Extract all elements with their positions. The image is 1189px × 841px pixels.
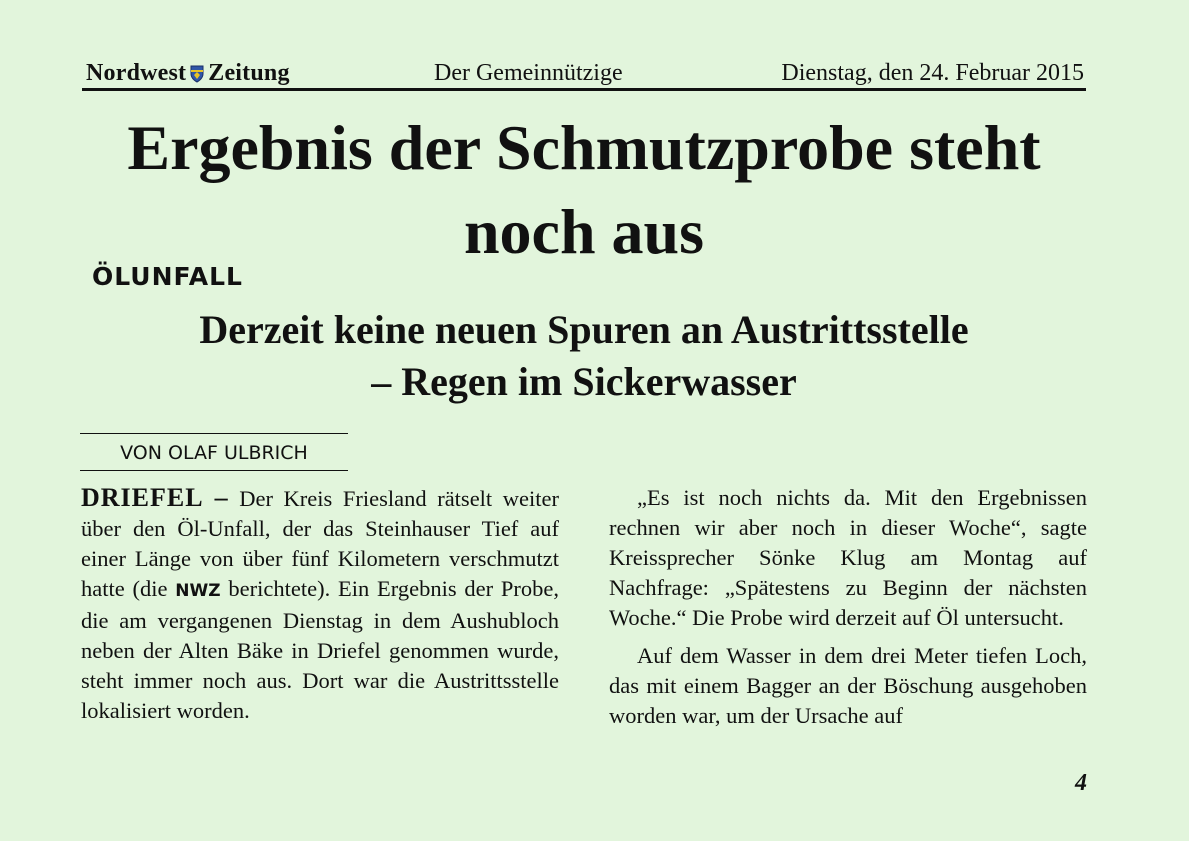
article-paragraph-3: Auf dem Wasser in dem drei Meter tiefen Loch, das mit einem Bagger an der Böschung ausgehoben worden war, um der Ursache auf	[609, 643, 1087, 728]
page-header	[82, 58, 1086, 91]
coat-of-arms-icon	[190, 65, 204, 83]
article-paragraph-2: „Es ist noch nichts da. Mit den Ergebnissen rechnen wir aber noch in dieser Woche“, sagte Kreissprecher Sönke Klug am Montag auf Nachfrage: „Spätestens zu Beginn der nächsten Woche.“ Die Probe wird derzeit auf Öl untersucht.	[609, 485, 1087, 630]
nwz-abbreviation: NWZ	[175, 581, 221, 601]
paper-name: Der Gemeinnützige	[434, 60, 623, 86]
dateline: DRIEFEL –	[81, 483, 229, 512]
subheadline	[82, 304, 1086, 408]
page-number: 4	[1075, 770, 1087, 796]
subheadline-line-2: – Regen im Sickerwasser	[371, 359, 797, 404]
headline-line-2: noch aus	[463, 196, 705, 267]
subheadline-line-1: Derzeit keine neuen Spuren an Austrittsstelle	[199, 307, 969, 352]
paragraph-1-text-a: Der Kreis Friesland rätselt weiter über den Öl-Unfall, der das Steinhauser Tief auf einer Länge von über fünf Kilometern verschmutzt hatte (die	[81, 486, 559, 601]
headline-line-1: Ergebnis der Schmutzprobe steht	[127, 112, 1041, 183]
masthead-logo	[86, 60, 290, 87]
headline	[82, 106, 1086, 274]
issue-date: Dienstag, den 24. Februar 2015	[781, 60, 1084, 86]
masthead-left: Nordwest	[86, 60, 187, 86]
byline: VON OLAF ULBRICH	[120, 442, 308, 464]
article-column-left	[81, 483, 559, 726]
masthead-right: Zeitung	[208, 60, 290, 86]
byline-box	[80, 433, 348, 471]
article-paragraph-1	[81, 483, 559, 726]
article-column-right	[609, 483, 1087, 731]
paragraph-1-text-b: berichtete). Ein Ergebnis der Probe, die am vergangenen Dienstag in dem Aushubloch neben der Alten Bäke in Driefel genommen wurde, steht immer noch aus. Dort war die Austrittsstelle lokalisiert worden.	[81, 576, 560, 723]
kicker: ÖLUNFALL	[92, 262, 243, 291]
